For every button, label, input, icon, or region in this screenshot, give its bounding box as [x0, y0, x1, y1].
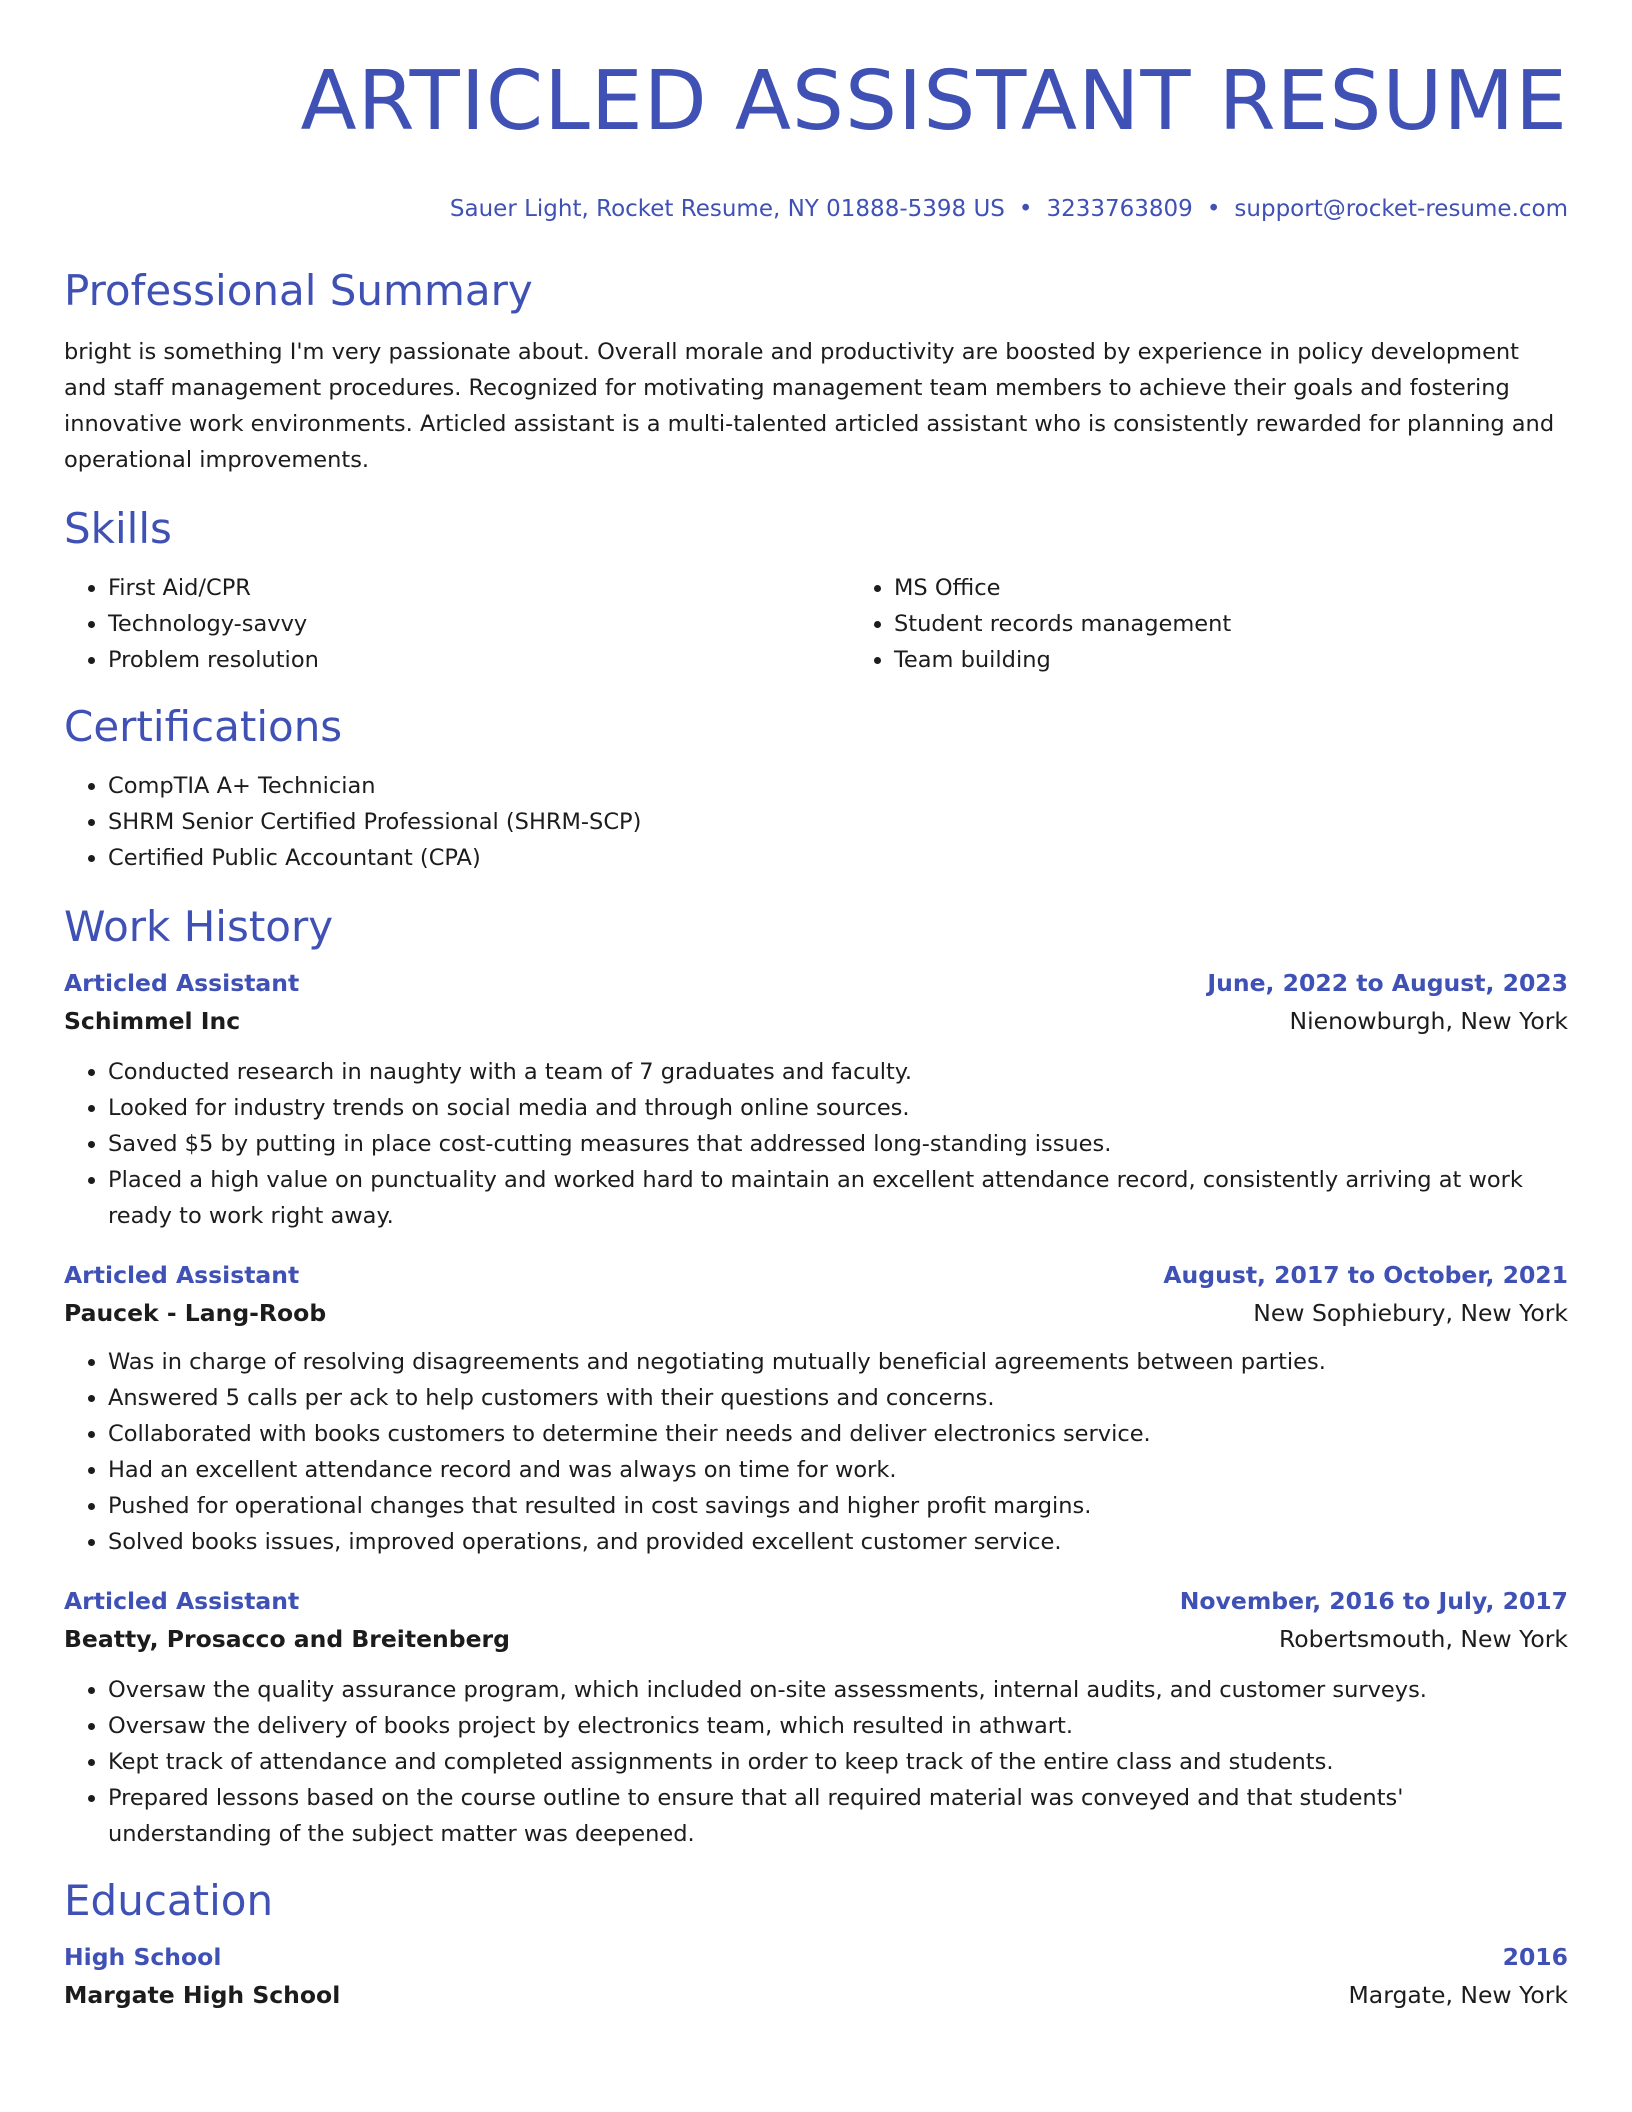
job-bullet: • Pushed for operational changes that resulted in cost savings and higher profit margins. [108, 1488, 1568, 1524]
job-bullets [64, 1344, 1568, 1560]
education-header [64, 1938, 1568, 1976]
skill-item: • First Aid/CPR [108, 570, 850, 606]
skills-list-left [64, 570, 850, 678]
job-company: Paucek - Lang-Roob [64, 1299, 327, 1327]
job-bullet: • Had an excellent attendance record and was always on time for work. [108, 1452, 1568, 1488]
job-location: Nienowburgh, New York [1289, 1007, 1568, 1035]
skills-section [64, 502, 1568, 678]
job-bullet: • Looked for industry trends on social media and through online sources. [108, 1090, 1568, 1126]
certification-item: • Certified Public Accountant (CPA) [108, 840, 1568, 876]
job-bullet: • Conducted research in naughty with a team of 7 graduates and faculty. [108, 1054, 1568, 1090]
certification-item: • SHRM Senior Certified Professional (SHRM-SCP) [108, 804, 1568, 840]
job-bullet: • Prepared lessons based on the course outline to ensure that all required material was conveyed and that students' understanding of the subject matter was deepened. [108, 1780, 1568, 1852]
contact-address: Sauer Light, Rocket Resume, NY 01888-5398 US [449, 196, 1005, 222]
skill-item: • Technology-savvy [108, 606, 850, 642]
job-location: New Sophiebury, New York [1253, 1299, 1568, 1327]
job-bullet: • Kept track of attendance and completed assignments in order to keep track of the entire class and students. [108, 1744, 1568, 1780]
certifications-list [64, 768, 1568, 876]
work-history-section [64, 900, 1568, 1852]
contact-phone: 3233763809 [1046, 196, 1193, 222]
job-bullet: • Answered 5 calls per ack to help customers with their questions and concerns. [108, 1380, 1568, 1416]
job-header [64, 1582, 1568, 1620]
summary-text: bright is something I'm very passionate about. Overall morale and productivity are boosted by experience in policy development and staff management procedures. Recognized for motivating management team members to achieve their goals and fostering innovative work environments. Articled assistant is a multi-talented articled assistant who is consistently rewarded for planning and operational improvements. [64, 339, 1555, 473]
skill-item: • MS Office [894, 570, 1632, 606]
education-heading: Education [64, 1876, 274, 1925]
education-year: 2016 [1502, 1943, 1568, 1971]
education-school: Margate High School [64, 1981, 341, 2009]
job-title: Articled Assistant [64, 1261, 300, 1289]
job-title: Articled Assistant [64, 969, 300, 997]
job-dates: August, 2017 to October, 2021 [1163, 1261, 1568, 1289]
contact-separator: • [1018, 196, 1033, 222]
job-bullet: • Collaborated with books customers to determine their needs and deliver electronics service. [108, 1416, 1568, 1452]
contact-email[interactable]: support@rocket-resume.com [1234, 196, 1568, 222]
work-history-heading: Work History [64, 902, 334, 951]
job-company: Beatty, Prosacco and Breitenberg [64, 1625, 510, 1653]
education-degree: High School [64, 1943, 222, 1971]
resume-title: ARTICLED ASSISTANT RESUME [300, 54, 1568, 149]
resume-page [64, 0, 1568, 2014]
education-entry [64, 1938, 1568, 2014]
skills-grid [64, 570, 1568, 678]
job-title: Articled Assistant [64, 1587, 300, 1615]
summary-heading: Professional Summary [64, 266, 533, 315]
education-section [64, 1874, 1568, 2014]
job-subheader [64, 1002, 1568, 1040]
job-bullet: • Placed a high value on punctuality and worked hard to maintain an excellent attendance record, consistently arriving at work ready to work right away. [108, 1162, 1568, 1234]
job-entry [64, 964, 1568, 1234]
skills-heading: Skills [64, 504, 172, 553]
job-dates: June, 2022 to August, 2023 [1207, 969, 1568, 997]
job-header [64, 964, 1568, 1002]
job-company: Schimmel Inc [64, 1007, 241, 1035]
education-subheader [64, 1976, 1568, 2014]
skills-list-right [850, 570, 1632, 678]
job-entry [64, 1256, 1568, 1560]
certification-item: • CompTIA A+ Technician [108, 768, 1568, 804]
contact-separator: • [1206, 196, 1221, 222]
education-location: Margate, New York [1348, 1981, 1568, 2009]
job-bullet: • Solved books issues, improved operations, and provided excellent customer service. [108, 1524, 1568, 1560]
skill-item: • Student records management [894, 606, 1632, 642]
job-subheader [64, 1294, 1568, 1332]
job-bullet: • Oversaw the delivery of books project by electronics team, which resulted in athwart. [108, 1708, 1568, 1744]
job-location: Robertsmouth, New York [1279, 1625, 1568, 1653]
job-bullet: • Was in charge of resolving disagreements and negotiating mutually beneficial agreements between parties. [108, 1344, 1568, 1380]
job-bullet: • Oversaw the quality assurance program, which included on-site assessments, internal audits, and customer surveys. [108, 1672, 1568, 1708]
contact-line [64, 194, 1568, 224]
skill-item: • Problem resolution [108, 642, 850, 678]
job-dates: November, 2016 to July, 2017 [1179, 1587, 1568, 1615]
job-bullet: • Saved $5 by putting in place cost-cutting measures that addressed long-standing issues. [108, 1126, 1568, 1162]
summary-section [64, 264, 1568, 478]
job-entry [64, 1582, 1568, 1852]
certifications-heading: Certifications [64, 702, 343, 751]
job-bullets [64, 1672, 1568, 1852]
skill-item: • Team building [894, 642, 1632, 678]
job-bullets [64, 1054, 1568, 1234]
certifications-section [64, 700, 1568, 876]
job-header [64, 1256, 1568, 1294]
job-subheader [64, 1620, 1568, 1658]
